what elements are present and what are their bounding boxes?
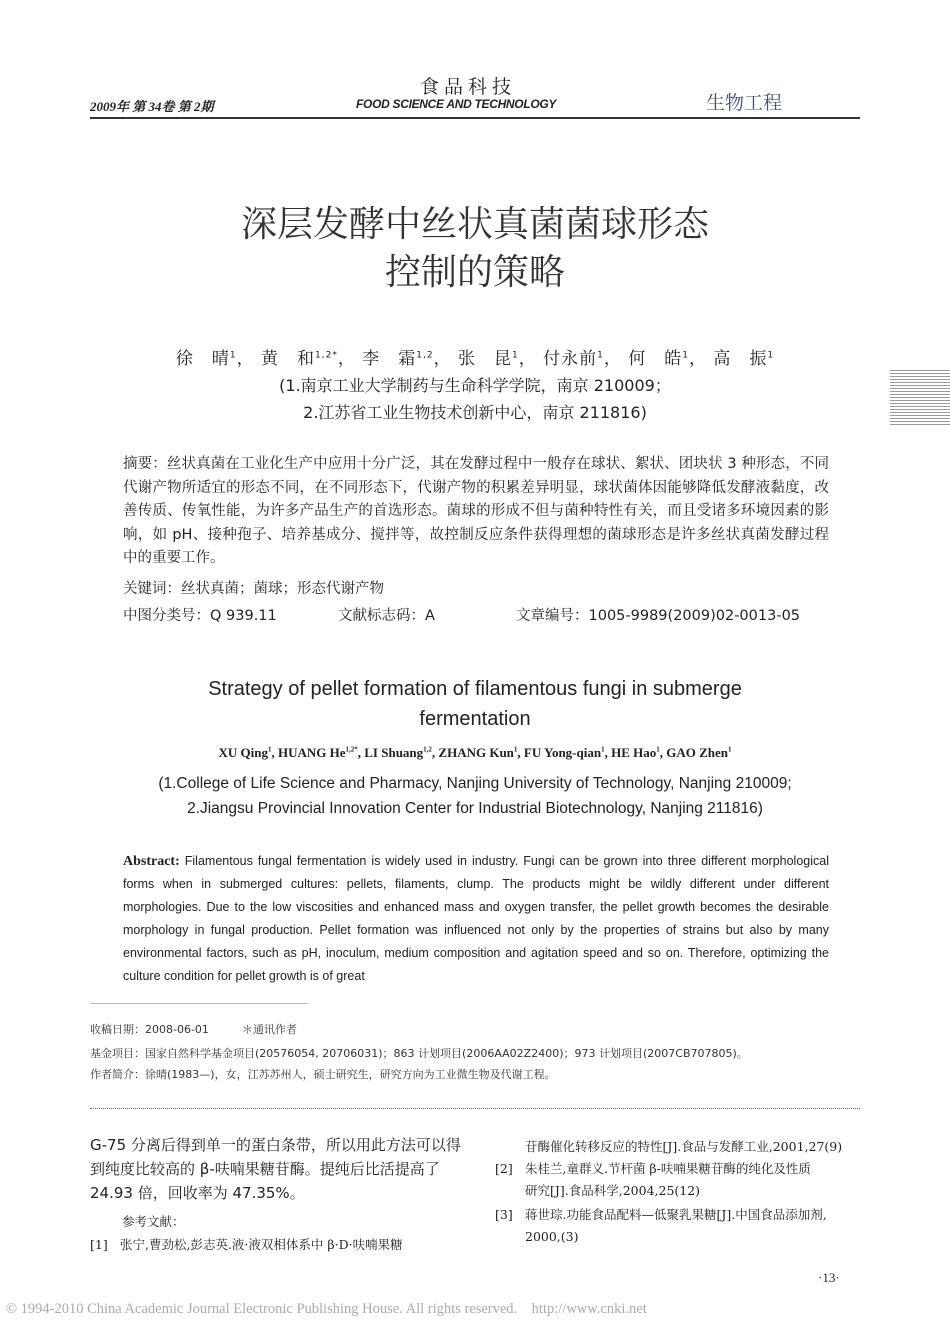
abstract-en-label: Abstract:	[123, 854, 180, 869]
author-cn: 付永前$^1$	[543, 349, 604, 369]
author-en: HUANG $He^{1,2*}$,	[277, 745, 365, 760]
reference-2: [2] 朱桂兰,童群义.节杆菌 β-呋喃果糖苷酶的纯化及性质 研究[J].食品科学,2004,25(12)	[495, 1161, 811, 1198]
author-en: FU Yong-qian$^1$,	[523, 745, 612, 760]
keywords-cn: 关键词：丝状真菌；菌球；形态代谢产物	[123, 581, 384, 597]
copyright-notice: © 1994-2010 China Academic Journal Electronic Publishing House. All rights reserved. http://www.cnki.net	[6, 1301, 647, 1317]
author-cn: 何 皓$^1$	[628, 349, 689, 369]
abstract-en-text: Filamentous fungal fermentation is widely used in industry. Fungi can be grown into three different morphological forms when in submerged cultures: pellets, filaments, clump. The products might be wildly different under different morphologies. Due to the low viscosities and enhanced mass and oxygen transfer, the pellet growth becomes the desirable morphology in fungal production. Pellet formation was influenced not only by the properties of strains but also by many environmental factors, such as pH, inoculum, medium composition and agitation speed and so on. Therefore, optimizing the culture condition for pellet growth is of great	[123, 854, 829, 983]
section-label: 生物工程	[706, 92, 783, 114]
author-en: LI Shuang$^{1,2}$,	[364, 745, 439, 760]
journal-name-en: FOOD SCIENCE AND TECHNOLOGY	[356, 97, 557, 111]
dotted-divider	[90, 1108, 860, 1109]
journal-name-cn: 食品科技	[420, 76, 517, 98]
authors-en	[90, 745, 860, 761]
author-en: XU Qing$^1$,	[218, 745, 278, 760]
author-cn: 黄 和$^{1,2*}$	[261, 349, 338, 369]
abstract-en	[123, 850, 829, 988]
title-en-line-1: Strategy of pellet formation of filamentous fungi in submerge	[208, 678, 742, 700]
abstract-cn: 摘要：丝状真菌在工业化生产中应用十分广泛，其在发酵过程中一般存在球状、絮状、团块状 3 种形态，不同代谢产物所适宜的形态不同，在不同形态下，代谢产物的积累差异明显，球状菌体因能够降低发酵液黏度，改善传质、传氧性能，为许多产品生产的首选形态。菌球的形成不但与菌种特性有关，而且受诸多环境因素的影响，如 pH、接种孢子、培养基成分、搅拌等，故控制反应条件获得理想的菌球形态是许多丝状真菌发酵过程中的重要工作。	[123, 456, 829, 566]
clc-number: 中图分类号：Q 939.11	[123, 608, 277, 624]
page-number: ·13·	[818, 1270, 840, 1285]
title-cn-line-1: 深层发酵中丝状真菌菌球形态	[240, 204, 709, 245]
issue-info: 2009年 第 34卷 第 2期	[90, 99, 214, 114]
author-cn: 李 霜$^{1,2}$	[362, 349, 434, 369]
title-cn-line-2: 控制的策略	[384, 252, 565, 293]
author-en: GAO Zhen$^1$	[666, 745, 732, 760]
affiliation-cn-1: (1.南京工业大学制药与生命科学学院，南京 210009；	[279, 376, 671, 395]
affiliation-en-1: (1.College of Life Science and Pharmacy, Nanjing University of Technology, Nanjing 210009;	[158, 775, 792, 792]
footnote-rule	[90, 1003, 308, 1004]
references-heading: 参考文献：	[122, 1214, 185, 1229]
affiliation-cn-2: 2.江苏省工业生物技术创新中心，南京 211816)	[303, 403, 647, 422]
document-code: 文献标志码：A	[338, 608, 435, 624]
footnote-funding: 基金项目：国家自然科学基金项目(20576054, 20706031)；863 计划项目(2006AA02Z2400)；973 计划项目(2007CB707805)。	[90, 1047, 748, 1060]
side-tab-marker	[890, 370, 950, 426]
reference-1-continued: 苷酶催化转移反应的特性[J].食品与发酵工业,2001,27(9)	[525, 1139, 843, 1154]
author-en: HE Hao$^1$,	[611, 745, 667, 760]
authors-cn: 徐 晴$^1$， 黄 和$^{1,2*}$， 李 霜$^{1,2}$， 张 昆$^1$， 付永前$^1$， 何 皓$^1$， 高 振$^1$	[175, 349, 775, 369]
author-cn: 徐 晴$^1$	[175, 349, 237, 369]
author-cn: 张 昆$^1$	[457, 349, 519, 369]
author-en: ZHANG Kun$^1$,	[438, 745, 524, 760]
affiliation-en-2: 2.Jiangsu Provincial Innovation Center for Industrial Biotechnology, Nanjing 211816)	[187, 800, 763, 817]
body-text-left: G-75 分离后得到单一的蛋白条带，所以用此方法可以得到纯度比较高的 β-呋喃果糖苷酶。提纯后比活提高了 24.93 倍，回收率为 47.35%。	[90, 1136, 461, 1202]
header-rule	[90, 117, 860, 119]
reference-3: [3] 蒋世琮.功能食品配料—低聚乳果糖[J].中国食品添加剂, 2000,(3)	[495, 1207, 827, 1244]
article-number: 文章编号：1005-9989(2009)02-0013-05	[516, 608, 801, 624]
footnote-received: 收稿日期：2008-06-01 ＊通讯作者	[90, 1023, 297, 1036]
title-en-line-2: fermentation	[419, 708, 531, 730]
reference-1: [1] 张宁,曹劲松,彭志英.液·液双相体系中 β·D·呋喃果糖	[90, 1237, 403, 1252]
footnote-author-bio: 作者简介：徐晴(1983—)，女，江苏苏州人，硕士研究生，研究方向为工业微生物及代谢工程。	[90, 1068, 556, 1081]
author-cn: 高 振$^1$	[713, 349, 775, 369]
